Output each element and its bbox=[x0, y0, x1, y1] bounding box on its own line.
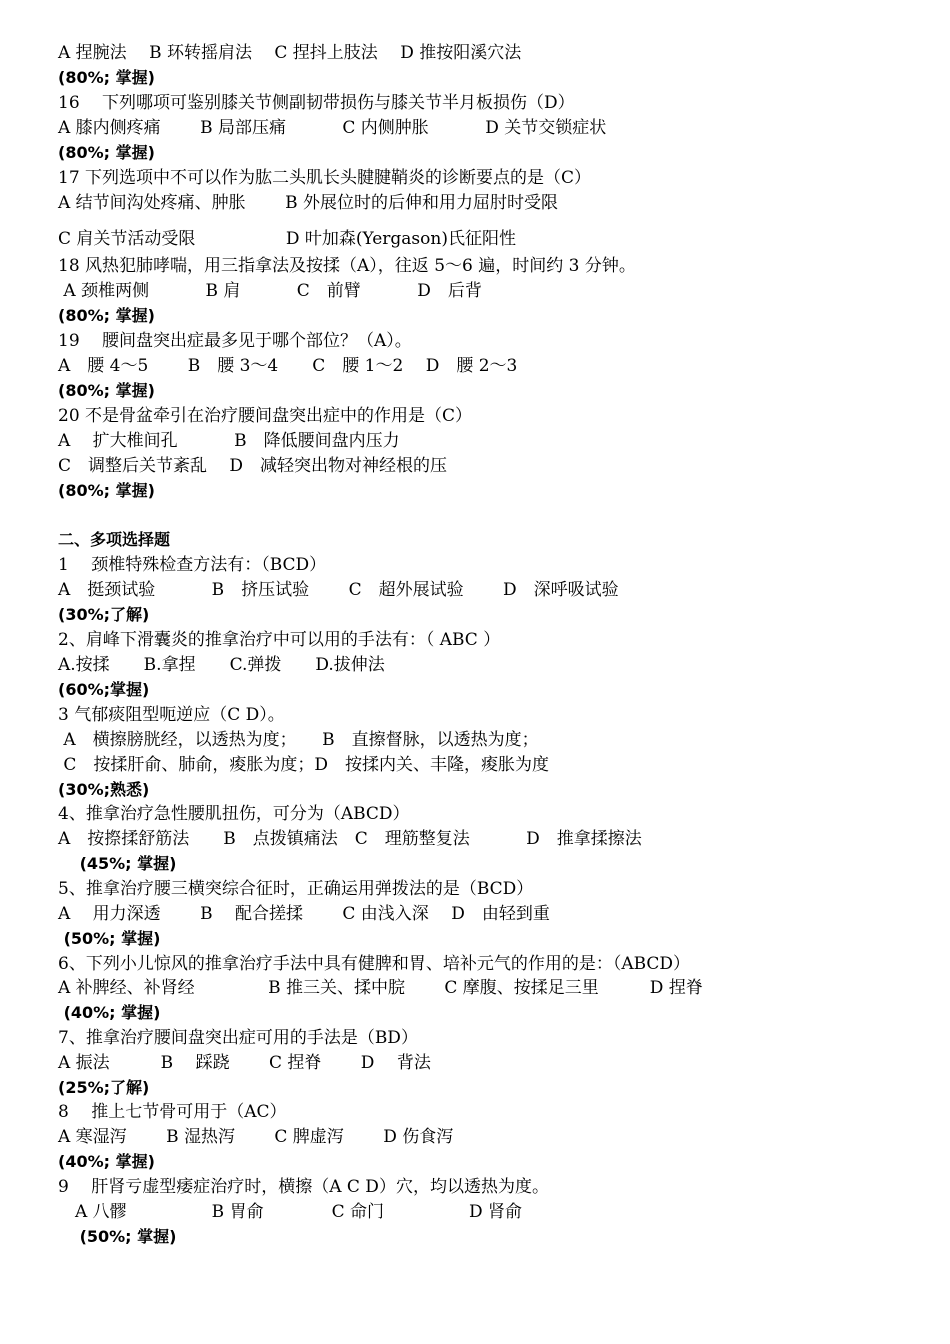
q18-rating: (80%; 掌握) bbox=[58, 306, 155, 325]
q19-options: A 腰 4～5 B 腰 3～4 C 腰 1～2 D 腰 2～3 bbox=[58, 356, 518, 376]
section-heading-multi: 二、多项选择题 bbox=[58, 530, 171, 549]
m9-rating: (50%; 掌握) bbox=[58, 1227, 177, 1246]
q16-stem: 16 下列哪项可鉴别膝关节侧副韧带损伤与膝关节半月板损伤（D） bbox=[58, 93, 575, 113]
m2-rating: (60%;掌握) bbox=[58, 680, 150, 699]
q17-options-ab: A 结节间沟处疼痛、肿胀 B 外展位时的后伸和用力屈肘时受限 bbox=[58, 193, 558, 213]
q19-rating: (80%; 掌握) bbox=[58, 381, 155, 400]
m5-options: A 用力深透 B 配合搓揉 C 由浅入深 D 由轻到重 bbox=[58, 904, 550, 924]
m3-rating: (30%;熟悉) bbox=[58, 780, 150, 799]
q17-stem: 17 下列选项中不可以作为肱二头肌长头腱腱鞘炎的诊断要点的是（C） bbox=[58, 168, 592, 188]
m7-options: A 振法 B 踩跷 C 捏脊 D 背法 bbox=[58, 1053, 431, 1073]
m8-stem: 8 推上七节骨可用于（AC） bbox=[58, 1102, 287, 1122]
q17-options-cd: C 肩关节活动受限 D 叶加森(Yergason)氏征阳性 bbox=[58, 229, 516, 249]
m6-options: A 补脾经、补肾经 B 推三关、揉中脘 C 摩腹、按揉足三里 D 捏脊 bbox=[58, 978, 703, 998]
m4-stem: 4、推拿治疗急性腰肌扭伤，可分为（ABCD） bbox=[58, 804, 410, 824]
m4-rating: (45%; 掌握) bbox=[58, 854, 177, 873]
m7-stem: 7、推拿治疗腰间盘突出症可用的手法是（BD） bbox=[58, 1028, 418, 1048]
m2-stem: 2、肩峰下滑囊炎的推拿治疗中可以用的手法有：（ ABC ） bbox=[58, 630, 501, 650]
m2-options: A.按揉 B.拿捏 C.弹拨 D.拔伸法 bbox=[58, 655, 385, 675]
m4-options: A 按摖揉舒筋法 B 点拨镇痛法 C 理筋整复法 D 推拿揉擦法 bbox=[58, 829, 642, 849]
q20-stem: 20 不是骨盆牵引在治疗腰间盘突出症中的作用是（C） bbox=[58, 406, 473, 426]
m9-options: A 八髎 B 胃俞 C 命门 D 肾俞 bbox=[58, 1202, 523, 1222]
m9-stem: 9 肝肾亏虚型痿症治疗时，横擦（A C D）穴，均以透热为度。 bbox=[58, 1177, 549, 1197]
q15-rating: (80%; 掌握) bbox=[58, 68, 155, 87]
q18-options: A 颈椎两侧 B 肩 C 前臂 D 后背 bbox=[58, 281, 482, 301]
m3-options-ab: A 横擦膀胱经，以透热为度； B 直擦督脉，以透热为度； bbox=[58, 730, 539, 750]
q20-options-cd: C 调整后关节紊乱 D 减轻突出物对神经根的压 bbox=[58, 456, 448, 476]
m3-stem: 3 气郁痰阻型呃逆应（C D）。 bbox=[58, 705, 285, 725]
m7-rating: (25%;了解) bbox=[58, 1078, 150, 1097]
q15-options: A 捏腕法 B 环转摇肩法 C 捏抖上肢法 D 推按阳溪穴法 bbox=[58, 43, 522, 63]
m1-options: A 挺颈试验 B 挤压试验 C 超外展试验 D 深呼吸试验 bbox=[58, 580, 619, 600]
q19-stem: 19 腰间盘突出症最多见于哪个部位？（A）。 bbox=[58, 331, 412, 351]
m1-rating: (30%;了解) bbox=[58, 605, 150, 624]
m5-rating: (50%; 掌握) bbox=[58, 929, 161, 948]
q20-options-ab: A 扩大椎间孔 B 降低腰间盘内压力 bbox=[58, 431, 400, 451]
m6-rating: (40%; 掌握) bbox=[58, 1003, 161, 1022]
m5-stem: 5、推拿治疗腰三横突综合征时，正确运用弹拨法的是（BCD） bbox=[58, 879, 534, 899]
q20-rating: (80%; 掌握) bbox=[58, 481, 155, 500]
q16-options: A 膝内侧疼痛 B 局部压痛 C 内侧肿胀 D 关节交锁症状 bbox=[58, 118, 607, 138]
m8-rating: (40%; 掌握) bbox=[58, 1152, 155, 1171]
q16-rating: (80%; 掌握) bbox=[58, 143, 155, 162]
q18-stem: 18 风热犯肺哮喘，用三指拿法及按揉（A），往返 5～6 遍，时间约 3 分钟。 bbox=[58, 256, 636, 276]
m8-options: A 寒湿泻 B 湿热泻 C 脾虚泻 D 伤食泻 bbox=[58, 1127, 454, 1147]
m6-stem: 6、下列小儿惊风的推拿治疗手法中具有健脾和胃、培补元气的作用的是：（ABCD） bbox=[58, 954, 691, 974]
m3-options-cd: C 按揉肝俞、肺俞，痠胀为度；D 按揉内关、丰隆，痠胀为度 bbox=[58, 755, 550, 775]
m1-stem: 1 颈椎特殊检查方法有：（BCD） bbox=[58, 555, 327, 575]
